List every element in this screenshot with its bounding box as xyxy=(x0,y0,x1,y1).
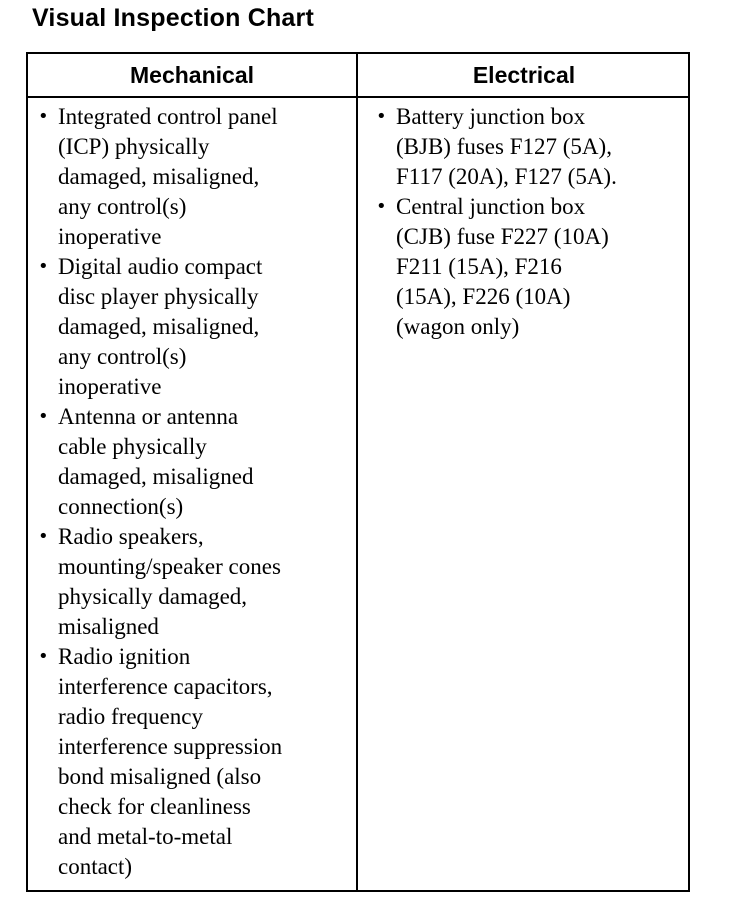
item-text-line: inoperative xyxy=(58,224,162,249)
item-text-line: Digital audio compact xyxy=(58,254,263,279)
item-text-line: cable physically xyxy=(58,434,207,459)
item-text-line: damaged, misaligned, xyxy=(58,164,260,189)
item-text-line: Integrated control panel xyxy=(58,104,278,129)
mechanical-list xyxy=(32,102,352,882)
item-text-line: inoperative xyxy=(58,374,162,399)
item-text-line: radio frequency xyxy=(58,704,203,729)
list-item xyxy=(32,642,352,882)
item-text-line: misaligned xyxy=(58,614,159,639)
item-text-line: (CJB) fuse F227 (10A) xyxy=(396,224,609,249)
item-text-line: mounting/speaker cones xyxy=(58,554,281,579)
mechanical-column-header: Mechanical xyxy=(130,61,254,88)
item-text-line: physically damaged, xyxy=(58,584,248,609)
item-text-line: damaged, misaligned, xyxy=(58,314,260,339)
list-item xyxy=(32,522,352,642)
item-text-line: Radio ignition xyxy=(58,644,191,669)
item-text-line: bond misaligned (also xyxy=(58,764,262,789)
item-text-line: damaged, misaligned xyxy=(58,464,254,489)
bullet-icon: • xyxy=(38,256,49,277)
electrical-list xyxy=(374,102,688,342)
item-text-line: connection(s) xyxy=(58,494,184,519)
item-text-line: (15A), F226 (10A) xyxy=(396,284,571,309)
item-text-line: any control(s) xyxy=(58,194,187,219)
item-text-line: check for cleanliness xyxy=(58,794,251,819)
item-text-line: contact) xyxy=(58,854,133,879)
bullet-icon: • xyxy=(38,646,49,667)
electrical-column-header: Electrical xyxy=(472,61,576,88)
item-text-line: (wagon only) xyxy=(396,314,520,339)
item-text-line: Central junction box xyxy=(396,194,586,219)
item-text-line: (BJB) fuses F127 (5A), xyxy=(396,134,612,159)
item-text-line: disc player physically xyxy=(58,284,259,309)
bullet-icon: • xyxy=(38,526,49,547)
item-text-line: and metal-to-metal xyxy=(58,824,233,849)
item-text-line: F117 (20A), F127 (5A). xyxy=(396,164,617,189)
bullet-icon: • xyxy=(376,196,387,217)
bullet-icon: • xyxy=(38,106,49,127)
item-text-line: any control(s) xyxy=(58,344,187,369)
item-text-line: (ICP) physically xyxy=(58,134,210,159)
item-text-line: F211 (15A), F216 xyxy=(396,254,562,279)
list-item xyxy=(32,252,352,402)
item-text-line: interference capacitors, xyxy=(58,674,273,699)
item-text-line: Radio speakers, xyxy=(58,524,204,549)
item-text-line: interference suppression xyxy=(58,734,283,759)
inspection-table xyxy=(26,52,690,892)
list-item xyxy=(32,402,352,522)
bullet-icon: • xyxy=(38,406,49,427)
column-divider xyxy=(356,54,358,890)
header-divider xyxy=(28,96,688,98)
list-item xyxy=(374,192,688,342)
chart-title: Visual Inspection Chart xyxy=(32,4,314,32)
bullet-icon: • xyxy=(376,106,387,127)
item-text-line: Battery junction box xyxy=(396,104,586,129)
item-text-line: Antenna or antenna xyxy=(58,404,239,429)
list-item xyxy=(32,102,352,252)
list-item xyxy=(374,102,688,192)
